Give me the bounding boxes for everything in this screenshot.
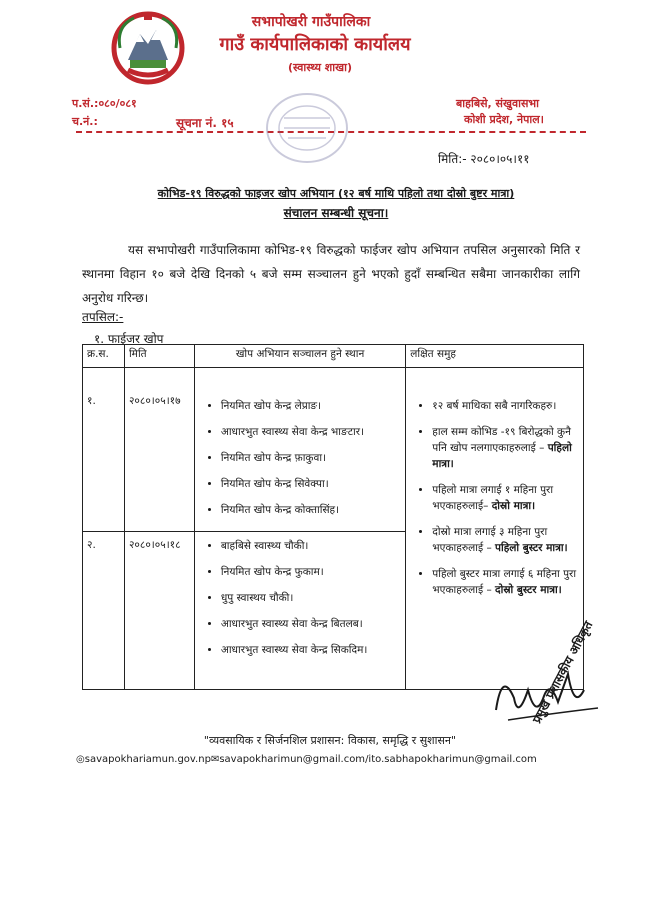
office-name: गाउँ कार्यपालिकाको कार्यालय — [219, 34, 411, 55]
table-row — [83, 368, 584, 532]
row-places — [194, 368, 405, 532]
address-line-1: बाहबिसे, संखुवासभा — [456, 97, 539, 110]
list-item: • नियमित खोप केन्द्र लेप्राङ। — [221, 398, 401, 414]
target-groups-cell — [406, 368, 584, 690]
list-item: • आधारभुत स्वास्थ्य सेवा केन्द्र सिकदिम। — [221, 642, 401, 658]
list-item: • पहिलो मात्रा लगाई १ महिना पुरा भएकाहरुलाई– दोस्रो मात्रा। — [432, 482, 579, 514]
list-item: • दोस्रो मात्रा लगाई ३ महिना पुरा भएकाहरुलाई – पहिलो बुस्टर मात्रा। — [432, 524, 579, 556]
nepal-emblem-logo — [108, 8, 188, 88]
row-sn: २. — [83, 532, 125, 690]
header-place: खोप अभियान सञ्चालन हुने स्थान — [194, 345, 405, 368]
list-item: • १२ बर्ष माथिका सबै नागरिकहरु। — [432, 398, 579, 414]
branch-name: (स्वास्थ्य शाखा) — [288, 61, 352, 74]
list-item: • नियमित खोप केन्द्र फुकाम। — [221, 564, 401, 580]
list-item: • हाल सम्म कोभिड -१९ बिरोद्धको कुनै पनि खोप नलगाएकाहरुलाई – पहिलो मात्रा। — [432, 424, 579, 472]
office-stamp — [262, 88, 352, 168]
address-line-2: कोशी प्रदेश, नेपाल। — [464, 113, 544, 126]
list-item: • नियमित खोप केन्द्र फ़ाकुवा। — [221, 450, 401, 466]
list-item: • आधारभुत स्वास्थ्य सेवा केन्द्र बितलब। — [221, 616, 401, 632]
mail-icon: ✉ — [210, 754, 220, 765]
signature-title: प्रमुख प्रशासकीय अधिकृत — [529, 618, 596, 726]
notice-number: सूचना नं. १५ — [176, 116, 234, 130]
header-sn: क्र.स. — [83, 345, 125, 368]
section-heading: १. फाईजर खोप — [94, 332, 164, 346]
footer-contact — [76, 754, 596, 765]
list-item: • बाहबिसे स्वास्थ्य चौकी। — [221, 538, 401, 554]
row-places — [194, 532, 405, 690]
row-date: २०८०।०५।१७ — [124, 368, 194, 532]
tapsil-label: तपसिल:- — [82, 310, 124, 324]
footer-motto: "व्यवसायिक र सिर्जनशिल प्रशासन: विकास, समृद्धि र सुशासन" — [203, 734, 457, 747]
email-link[interactable]: savapokharimun@gmail.com — [219, 754, 366, 765]
list-item: • नियमित खोप केन्द्र सिवेक्पा। — [221, 476, 401, 492]
municipality-name: सभापोखरी गाउँपालिका — [251, 14, 371, 30]
notice-date: मिति:- २०८०।०५।११ — [438, 152, 530, 166]
list-item: • नियमित खोप केन्द्र कोक्तासिंह। — [221, 502, 401, 518]
list-item: • धुपु स्वास्थय चौकी। — [221, 590, 401, 606]
list-item: • पहिलो बुस्टर मात्रा लगाई ६ महिना पुरा भएकाहरुलाई – दोस्रो बुस्टर मात्रा। — [432, 566, 579, 598]
website-link[interactable]: savapokhariamun.gov.np — [84, 754, 211, 765]
list-item: • आधारभुत स्वास्थ्य सेवा केन्द्र भाङटार। — [221, 424, 401, 440]
header-target-group: लक्षित समुह — [406, 345, 584, 368]
globe-icon: ◎ — [76, 754, 85, 765]
table-header-row — [83, 345, 584, 368]
subject-line-2: संचालन सम्बन्धी सूचना। — [283, 206, 389, 220]
vaccination-schedule-table — [82, 344, 584, 690]
facebook-link[interactable]: /ito.sabhapokharimun@gmail.com — [365, 754, 537, 765]
subject-line-1: कोभिड-१९ विरुद्धको फाइजर खोप अभियान (१२ बर्ष माथि पहिलो तथा दोस्रो बुष्टर मात्रा) — [157, 187, 515, 200]
ps-number: प.सं.:०८०/०८१ — [72, 97, 137, 110]
header-date: मिति — [124, 345, 194, 368]
notice-paragraph: यस सभापोखरी गाउँपालिकामा कोभिड-१९ विरुद्धको फाईजर खोप अभियान तपसिल अनुसारको मिति र स्थानमा विहान १० बजे देखि दिनको ५ बजे सम्म सञ्चालन हुने भएको हुदाँ सम्बन्धित सबैमा जानकारीका लागि अनुरोध गरिन्छ। — [82, 243, 580, 305]
row-date: २०८०।०५।१८ — [124, 532, 194, 690]
row-sn: १. — [83, 368, 125, 532]
cn-number: च.नं.: — [72, 115, 98, 128]
